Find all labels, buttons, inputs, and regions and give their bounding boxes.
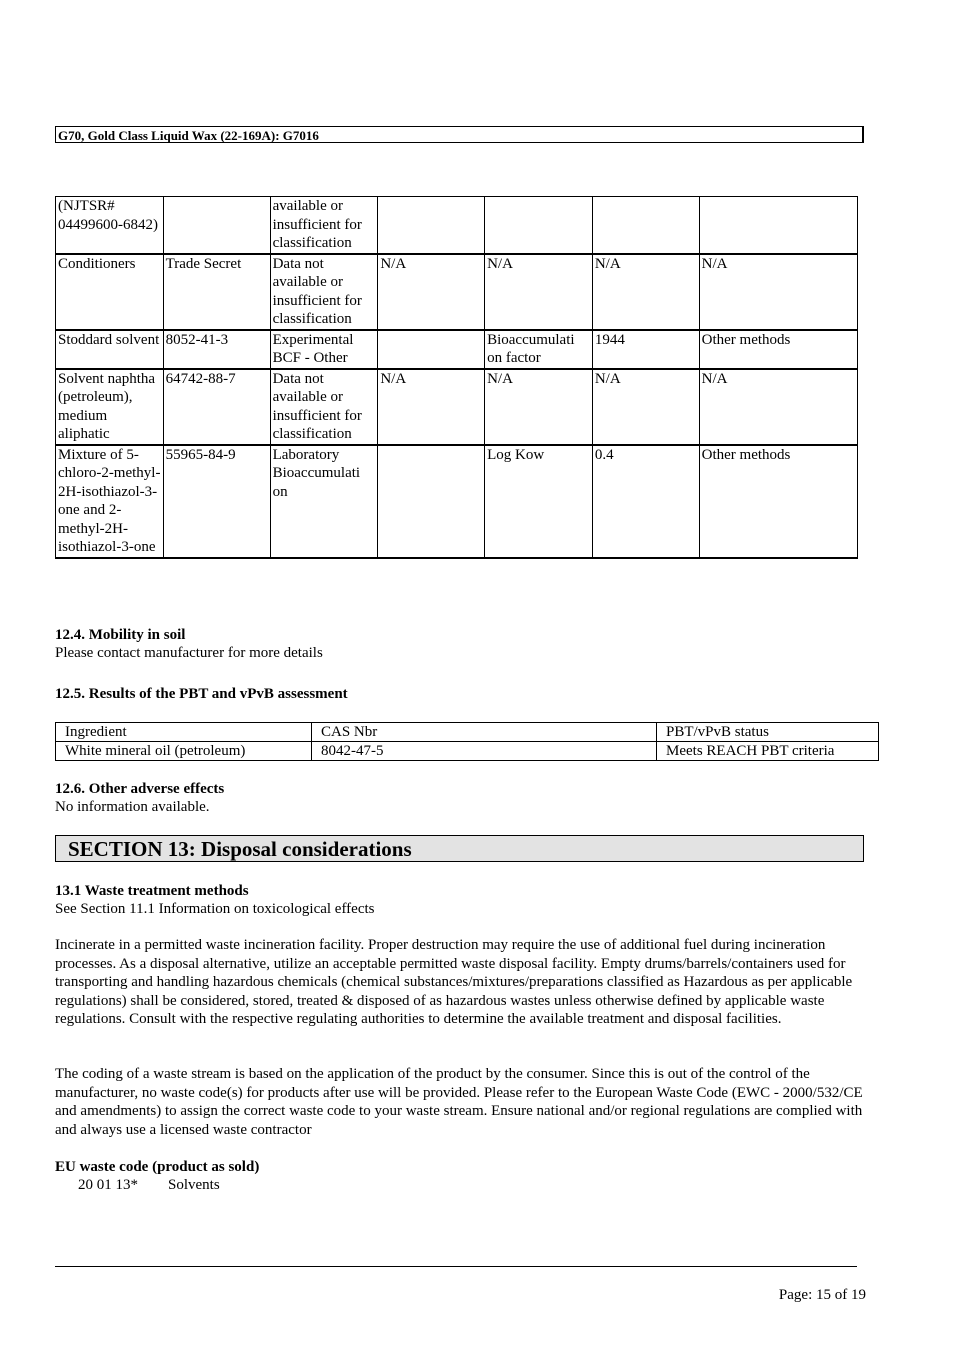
eco-table-cell: available or insufficient for classification: [270, 197, 378, 254]
eco-table-cell: 64742-88-7: [163, 369, 270, 445]
eco-table-cell: 1944: [592, 330, 699, 369]
waste-treatment-heading: 13.1 Waste treatment methods: [55, 883, 249, 899]
footer-divider: [55, 1266, 857, 1267]
pbt-cell-cas: 8042-47-5: [312, 742, 657, 761]
eco-table-cell: (NJTSR# 04499600-6842): [56, 197, 164, 254]
eco-table-cell: Other methods: [699, 330, 857, 369]
pbt-header-row: [56, 723, 879, 742]
other-effects-text: No information available.: [55, 799, 210, 815]
mobility-text: Please contact manufacturer for more details: [55, 645, 323, 661]
mobility-heading: 12.4. Mobility in soil: [55, 627, 186, 643]
pbt-data-row: [56, 742, 879, 761]
eco-table-cell: [378, 197, 485, 254]
eco-table-cell: Data not available or insufficient for classification: [270, 254, 378, 330]
eco-table-cell: 55965-84-9: [163, 445, 270, 558]
eco-table-row: [56, 197, 858, 254]
eco-table-cell: Bioaccumulati on factor: [485, 330, 593, 369]
eco-table-cell: [699, 197, 857, 254]
eco-table-cell: Stoddard solvent: [56, 330, 164, 369]
eco-table-cell: N/A: [592, 254, 699, 330]
section-13-title: SECTION 13: Disposal considerations: [55, 835, 864, 862]
waste-treatment-ref: See Section 11.1 Information on toxicological effects: [55, 901, 375, 917]
eco-table-cell: Log Kow: [485, 445, 593, 558]
eco-table-cell: N/A: [699, 369, 857, 445]
eco-table-cell: [592, 197, 699, 254]
document-header: G70, Gold Class Liquid Wax (22-169A): G7016: [55, 126, 864, 143]
eco-table-cell: N/A: [378, 254, 485, 330]
eco-table-cell: N/A: [699, 254, 857, 330]
pbt-table: [55, 722, 879, 761]
eco-table-cell: Other methods: [699, 445, 857, 558]
page-number: Page: 15 of 19: [778, 1287, 866, 1303]
eco-table-row: [56, 330, 858, 369]
eco-table-cell: 0.4: [592, 445, 699, 558]
pbt-col-status: PBT/vPvB status: [657, 723, 879, 742]
eco-table-cell: [378, 445, 485, 558]
pbt-col-cas: CAS Nbr: [312, 723, 657, 742]
eco-table-cell: N/A: [485, 369, 593, 445]
eco-table-cell: Conditioners: [56, 254, 164, 330]
pbt-cell-status: Meets REACH PBT criteria: [657, 742, 879, 761]
waste-coding-paragraph: The coding of a waste stream is based on the application of the product by the consumer. Since this is out of the control of the manufacturer, no waste code(s) for products after use will be provided. Please refer to the European Waste Code (EWC - 2000/532/CE and amendments) to assign the correct waste code to your waste stream. Ensure national and/or regional regulations are complied with and always use a licensed waste contractor: [55, 1066, 863, 1138]
pbt-col-ingredient: Ingredient: [56, 723, 312, 742]
eco-table-cell: Mixture of 5-chloro-2-methyl-2H-isothiazol-3-one and 2-methyl-2H-isothiazol-3-one: [56, 445, 164, 558]
eco-table-cell: [378, 330, 485, 369]
eco-table-cell: Trade Secret: [163, 254, 270, 330]
eu-waste-code-heading: EU waste code (product as sold): [55, 1159, 260, 1175]
eco-table-cell: N/A: [485, 254, 593, 330]
eco-table-cell: [163, 197, 270, 254]
eco-table-row: [56, 254, 858, 330]
eu-waste-code-row: [78, 1176, 220, 1194]
eco-table-cell: [485, 197, 593, 254]
eco-table-cell: Solvent naphtha (petroleum), medium aliphatic: [56, 369, 164, 445]
pbt-heading: 12.5. Results of the PBT and vPvB assessment: [55, 686, 348, 702]
eco-table-cell: Data not available or insufficient for classification: [270, 369, 378, 445]
eu-waste-code: 20 01 13*: [78, 1177, 138, 1193]
eco-table-cell: N/A: [378, 369, 485, 445]
eu-waste-description: Solvents: [168, 1177, 220, 1193]
eco-table-cell: N/A: [592, 369, 699, 445]
ecotoxicity-table: [55, 196, 858, 559]
pbt-cell-ingredient: White mineral oil (petroleum): [56, 742, 312, 761]
eco-table-cell: Laboratory Bioaccumulati on: [270, 445, 378, 558]
eco-table-row: [56, 369, 858, 445]
other-effects-heading: 12.6. Other adverse effects: [55, 781, 225, 797]
incineration-paragraph: Incinerate in a permitted waste incineration facility. Proper destruction may require the use of additional fuel during incineration processes. As a disposal alternative, utilize an acceptable permitted waste disposal facility. Empty drums/barrels/containers used for transporting and handling hazardous chemicals (chemical substances/mixtures/preparations classified as Hazardous as per applicable regulations) shall be considered, stored, treated & disposed of as hazardous wastes unless otherwise defined by applicable waste regulations. Consult with the respective regulating authorities to determine the available treatment and disposal facilities.: [55, 937, 853, 1027]
eco-table-cell: 8052-41-3: [163, 330, 270, 369]
eco-table-cell: Experimental BCF - Other: [270, 330, 378, 369]
eco-table-row: [56, 445, 858, 558]
